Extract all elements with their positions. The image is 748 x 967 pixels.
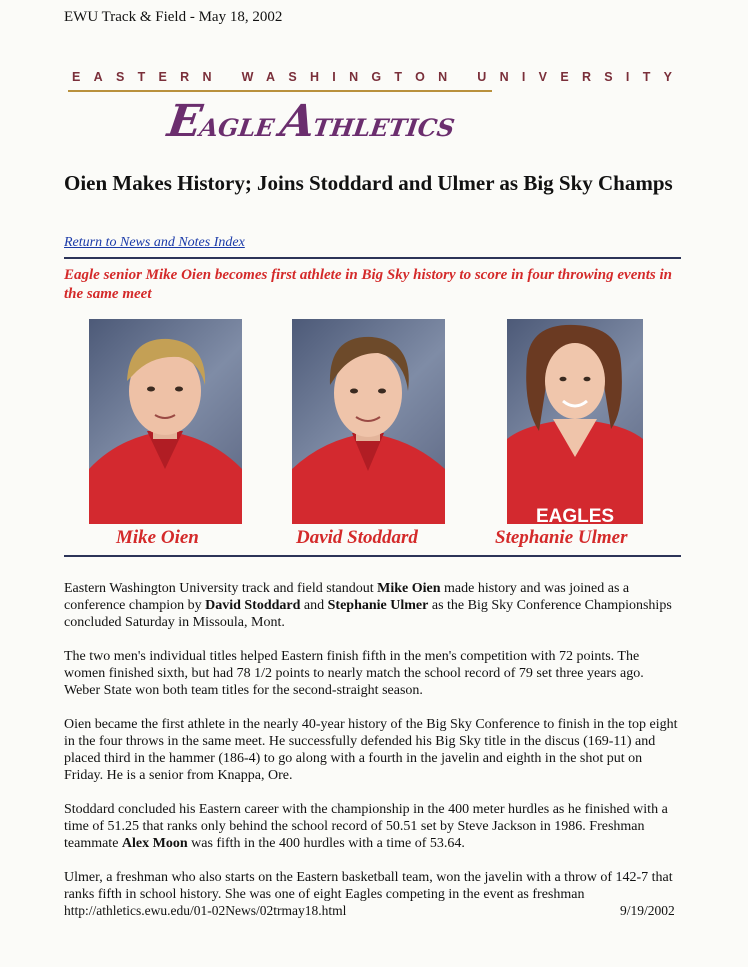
photo-mike-oien (89, 319, 242, 524)
caption-stephanie-ulmer: Stephanie Ulmer (495, 527, 628, 548)
article-title: Oien Makes History; Joins Stoddard and Ulmer as Big Sky Champs (64, 171, 673, 195)
paragraph-1: Eastern Washington University track and field standout Mike Oien made history and was joined as a conference champion by David Stoddard and Stephanie Ulmer as the Big Sky Conference Championships concluded Saturday in Missoula, Mont. (64, 581, 672, 630)
caption-mike-oien: Mike Oien (116, 527, 199, 548)
photo-stephanie-ulmer (507, 319, 643, 524)
paragraph-3: Oien became the first athlete in the nearly 40-year history of the Big Sky Conference to finish in the top eight in the four throws in the same meet. He successfully defended his Big Sky title in the discus (169-11) and placed third in the hammer (186-4) to go along with a fourth in the javelin and eighth in the shot put on Friday. He is a senior from Knappa, Ore. (64, 717, 678, 783)
masthead-rule (68, 90, 492, 92)
page-header: EWU Track & Field - May 18, 2002 (64, 9, 283, 25)
section-rule-bottom (64, 555, 681, 557)
university-name: EASTERN WASHINGTON UNIVERSITY (72, 70, 686, 84)
photo-david-stoddard (292, 319, 445, 524)
footer-url: http://athletics.ewu.edu/01-02News/02trmay18.html (64, 903, 347, 918)
return-to-index-link[interactable]: Return to News and Notes Index (64, 235, 245, 250)
article-subhead: Eagle senior Mike Oien becomes first athlete in Big Sky history to score in four throwing events in the same meet (64, 267, 672, 302)
paragraph-4: Stoddard concluded his Eastern career with the championship in the 400 meter hurdles as he finished with a time of 51.25 that ranks only behind the school record of 50.51 set by Steve Jackson in 1986. Freshman teammate Alex Moon was fifth in the 400 hurdles with a time of 53.64. (64, 802, 668, 851)
footer-date: 9/19/2002 (620, 903, 675, 918)
caption-david-stoddard: David Stoddard (296, 527, 418, 548)
paragraph-5: Ulmer, a freshman who also starts on the Eastern basketball team, won the javelin with a throw of 142-7 that ranks fifth in school history. She was one of eight Eagles competing in the event as freshman (64, 870, 673, 902)
article-body (64, 580, 682, 920)
section-rule-top (64, 257, 681, 259)
eagle-athletics-logo: EAGLEATHLETICS (164, 96, 457, 147)
paragraph-2: The two men's individual titles helped Eastern finish fifth in the men's competition with 72 points. The women finished sixth, but had 78 1/2 points to nearly match the school record of 79 set three years ago. Weber State won both team titles for the second-straight season. (64, 649, 644, 698)
svg-text:EAGLES: EAGLES (535, 506, 615, 524)
